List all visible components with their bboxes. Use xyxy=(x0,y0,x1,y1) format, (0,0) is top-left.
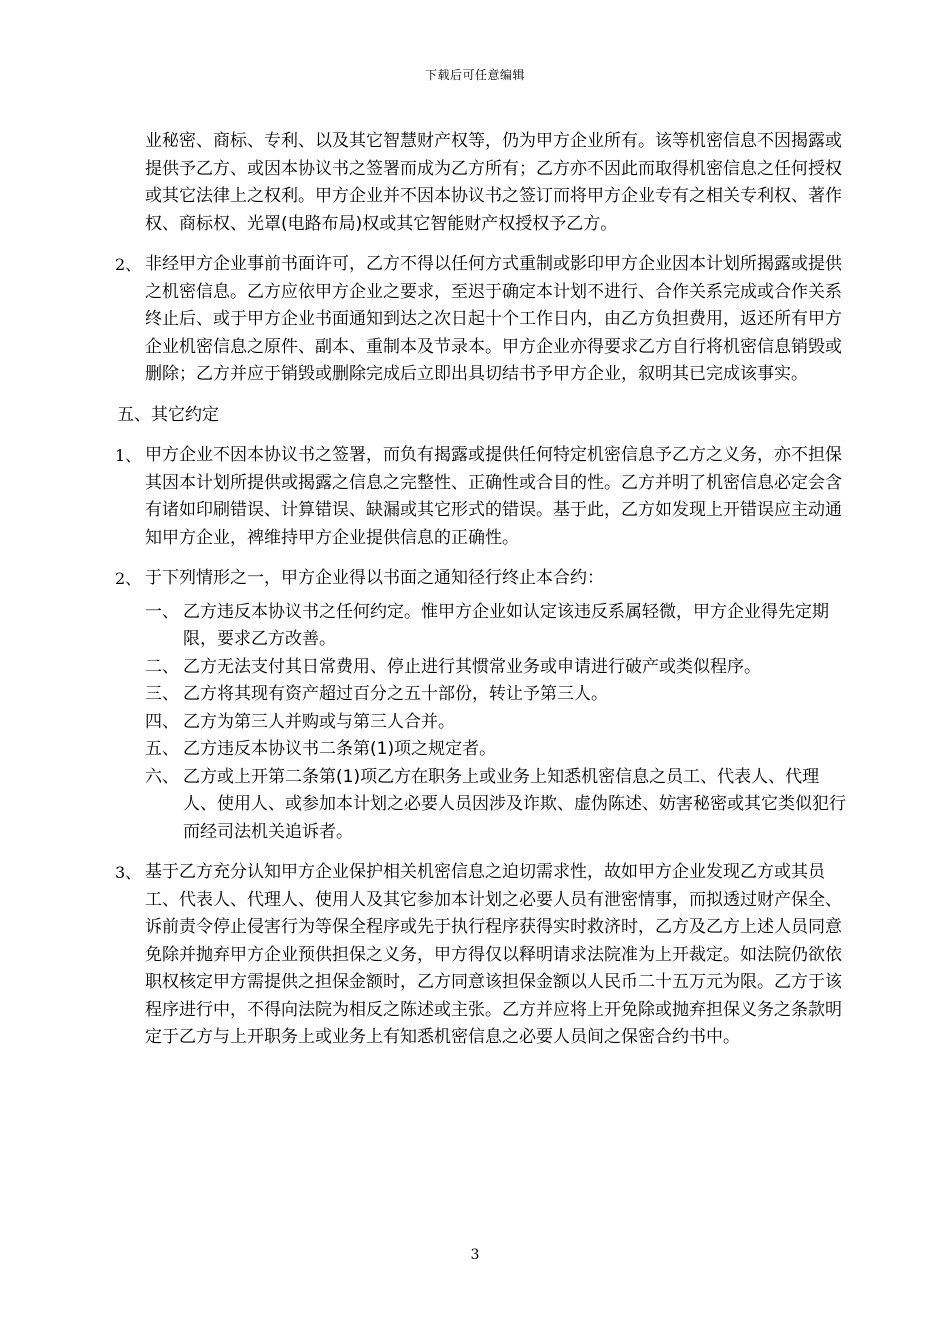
subclause-text: 乙方将其现有资产超过百分之五十部份，转让予第三人。 xyxy=(183,684,608,704)
clause-number: 2、 xyxy=(115,255,142,274)
clause-5-2 xyxy=(115,565,857,593)
subclause-text: 乙方或上开第二条第(1)项乙方在职务上或业务上知悉机密信息之员工、代表人、代理人、使用人、或参加本计划之必要人员因涉及诈欺、虚伪陈述、妨害秘密或其它类似犯行而经司法机关追诉者。 xyxy=(183,766,846,842)
subclause-5 xyxy=(145,736,851,764)
clause-text: 基于乙方充分认知甲方企业保护相关机密信息之迫切需求性，故如甲方企业发现乙方或其员工、代表人、代理人、使用人及其它参加本计划之必要人员有泄密情事，而拟透过财产保全、诉前责令停止侵害行为等保全程序或先于执行程序获得实时救济时，乙方及乙方上述人员同意免除并抛弃甲方企业预供担保之义务，甲方得仅以释明请求法院准为上开裁定。如法院仍欲依职权核定甲方需提供之担保金额时，乙方同意该担保金额以人民币二十五万元为限。乙方于该程序进行中，不得向法院为相反之陈述或主张。乙方并应将上开免除或抛弃担保义务之条款明定于乙方与上开职务上或业务上有知悉机密信息之必要人员间之保密合约书中。 xyxy=(145,862,842,1047)
subclause-number: 五、 xyxy=(145,739,179,759)
subclause-number: 一、 xyxy=(145,601,179,622)
subclause-number: 三、 xyxy=(145,684,179,704)
section-heading: 五、其它约定 xyxy=(117,404,219,425)
document-body xyxy=(0,128,950,1052)
subclause-text: 乙方无法支付其日常费用、停止进行其惯常业务或申请进行破产或类似程序。 xyxy=(183,656,761,677)
page-header: 下载后可任意编辑 xyxy=(424,68,525,82)
clause-number: 3、 xyxy=(115,863,142,882)
subclause-text: 乙方违反本协议书二条第(1)项之规定者。 xyxy=(183,739,497,759)
clause-text: 非经甲方企业事前书面许可，乙方不得以任何方式重制或影印甲方企业因本计划所揭露或提供之机密信息。乙方应依甲方企业之要求，至迟于确定本计划不进行、合作关系完成或合作关系终止后、或于甲方企业书面通知到达之次日起十个工作日内，由乙方负担费用，返还所有甲方企业机密信息之原件、副本、重制本及节录本。甲方企业亦得要求乙方自行将机密信息销毁或删除；乙方并应于销毁或删除完成后立即出具切结书予甲方企业，叙明其已完成该事实。 xyxy=(145,254,842,384)
subclause-3 xyxy=(145,681,851,709)
subclause-2 xyxy=(145,654,851,682)
clause-5-1 xyxy=(115,442,857,552)
subclause-number: 四、 xyxy=(145,711,179,732)
subclause-number: 六、 xyxy=(145,766,179,787)
clause-number: 1、 xyxy=(115,446,142,465)
subclause-text: 乙方违反本协议书之任何约定。惟甲方企业如认定该违反系属轻微，甲方企业得先定期限，要求乙方改善。 xyxy=(183,601,829,649)
subclause-1 xyxy=(145,599,851,654)
clause-4-2 xyxy=(115,251,857,389)
clause-number: 2、 xyxy=(115,569,142,588)
subclause-text: 乙方为第三人并购或与第三人合并。 xyxy=(183,711,455,732)
page-number: 3 xyxy=(470,1247,480,1263)
clause-5-3 xyxy=(115,859,857,1052)
subclause-4 xyxy=(145,709,851,737)
subclause-number: 二、 xyxy=(145,656,179,677)
clause-text: 于下列情形之一，甲方企业得以书面之通知径行终止本合约： xyxy=(145,568,604,588)
clause-text: 甲方企业不因本协议书之签署，而负有揭露或提供任何特定机密信息予乙方之义务，亦不担保其因本计划所提供或揭露之信息之完整性、正确性或合目的性。乙方并明了机密信息必定会含有诸如印刷错误、计算错误、缺漏或其它形式的错误。基于此，乙方如发现上开错误应主动通知甲方企业，裨维持甲方企业提供信息的正确性。 xyxy=(145,445,842,548)
subclause-6 xyxy=(145,764,851,847)
continued-paragraph: 业秘密、商标、专利、以及其它智慧财产权等，仍为甲方企业所有。该等机密信息不因揭露或提供予乙方、或因本协议书之签署而成为乙方所有；乙方亦不因此而取得机密信息之任何授权或其它法律上之权利。甲方企业并不因本协议书之签订而将甲方企业专有之相关专利权、著作权、商标权、光罩(电路布局)权或其它智能财产权授权予乙方。 xyxy=(145,131,842,234)
